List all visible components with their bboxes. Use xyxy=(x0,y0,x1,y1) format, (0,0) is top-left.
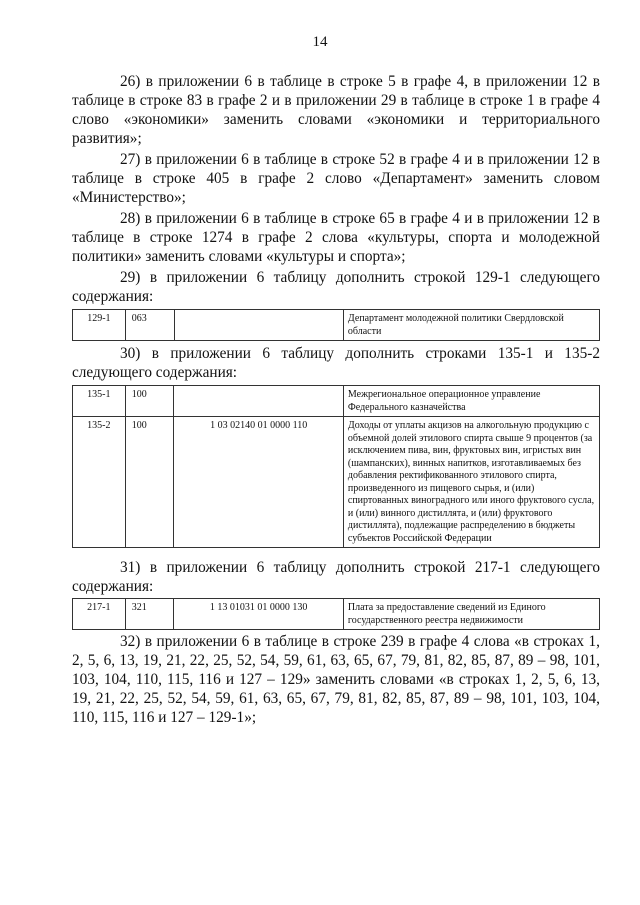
table-row-129-1 xyxy=(72,309,600,341)
page-number: 14 xyxy=(312,34,328,50)
paragraph-31: 31) в приложении 6 таблицу дополнить строкой 217-1 следующего содержания: xyxy=(72,559,600,595)
table-row xyxy=(73,599,600,630)
table-row xyxy=(73,417,600,548)
paragraph-27: 27) в приложении 6 в таблице в строке 52 в графе 4 и в приложении 12 в таблице в строке 405 в графе 2 слово «Департамент» заменить словом «Министерство»; xyxy=(72,151,600,206)
name-cell: Доходы от уплаты акцизов на алкогольную продукцию с объемной долей этилового спирта свыше 9 процентов (за исключением пива, вин, фруктовых вин, игристых вин (шампанских), винных напитков, изготавливаемых без добавления ректификованного этилового спирта, произведенного из пищевого сырья, и (или) спиртованных виноградного или иного фруктового сусла, и (или) винного дистиллята, и (или) фруктового дистиллята), подлежащие распределению в бюджеты субъектов Российской Федерации xyxy=(343,417,599,548)
paragraph-26: 26) в приложении 6 в таблице в строке 5 в графе 4, в приложении 12 в таблице в строке 83 в графе 2 и в приложении 29 в таблице в строке 1 в графе 4 слово «экономики» заменить словами «экономики и территориального развития»; xyxy=(72,73,600,147)
paragraph-28: 28) в приложении 6 в таблице в строке 65 в графе 4 и в приложении 12 в таблице в строке 1274 в графе 2 слова «культуры, спорта и молодежной политики» заменить словами «культуры и спорта»; xyxy=(72,210,600,265)
name-cell: Межрегиональное операционное управление Федерального казначейства xyxy=(343,386,599,417)
row-number-cell: 135-1 xyxy=(73,386,126,417)
name-cell: Плата за предоставление сведений из Единого государственного реестра недвижимости xyxy=(343,599,599,630)
admin-code-cell: 100 xyxy=(125,386,174,417)
paragraph-32: 32) в приложении 6 в таблице в строке 239 в графе 4 слова «в строках 1, 2, 5, 6, 13, 19, 21, 22, 25, 52, 54, 59, 61, 63, 65, 67, 79, 81, 82, 85, 87, 89 – 98, 101, 103, 104, 110, 115, 116 и 127 – 129» заменить словами «в строках 1, 2, 5, 6, 13, 19, 21, 22, 25, 52, 54, 59, 61, 63, 65, 67, 79, 81, 82, 85, 87, 89 – 98, 101, 103, 104, 110, 115, 116 и 127 – 129-1»; xyxy=(72,633,600,726)
admin-code-cell: 100 xyxy=(125,417,174,548)
name-cell: Департамент молодежной политики Свердловской области xyxy=(343,310,599,341)
row-number-cell: 217-1 xyxy=(73,599,126,630)
revenue-code-cell xyxy=(174,310,343,341)
row-number-cell: 135-2 xyxy=(73,417,126,548)
table-row-217-1 xyxy=(72,598,600,630)
table-row xyxy=(73,310,600,341)
row-number-cell: 129-1 xyxy=(73,310,126,341)
table-row xyxy=(73,386,600,417)
paragraph-30: 30) в приложении 6 таблицу дополнить строками 135-1 и 135-2 следующего содержания: xyxy=(72,345,600,381)
revenue-code-cell: 1 13 01031 01 0000 130 xyxy=(174,599,343,630)
revenue-code-cell: 1 03 02140 01 0000 110 xyxy=(174,417,343,548)
paragraph-29: 29) в приложении 6 таблицу дополнить строкой 129-1 следующего содержания: xyxy=(72,269,600,305)
admin-code-cell: 063 xyxy=(125,310,174,341)
revenue-code-cell xyxy=(174,386,343,417)
admin-code-cell: 321 xyxy=(125,599,174,630)
table-rows-135 xyxy=(72,385,600,548)
